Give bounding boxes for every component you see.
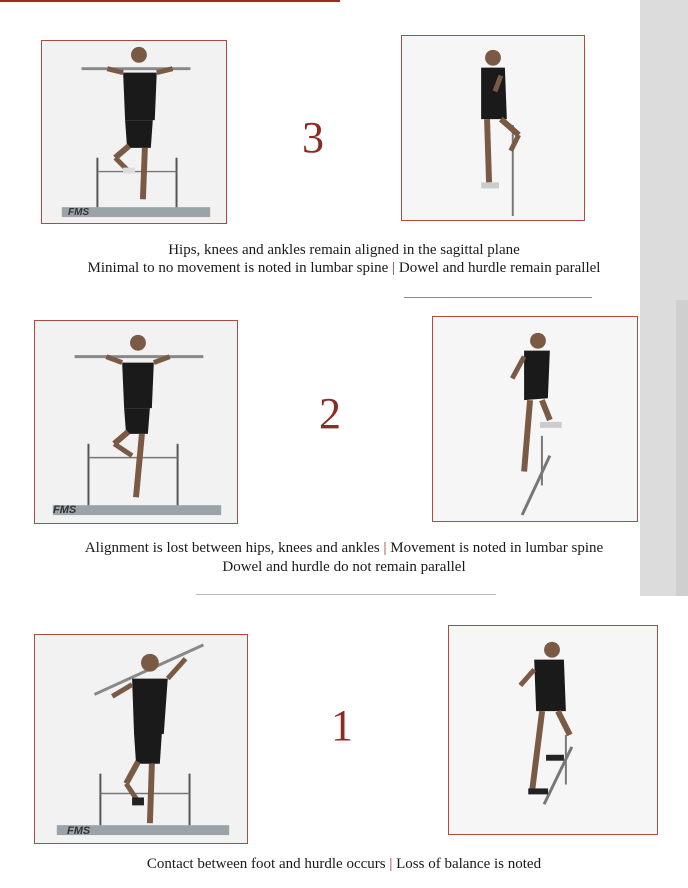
- score-1-front-photo: [34, 634, 248, 844]
- score-2-criterion-lumbar: Movement is noted in lumbar spine: [390, 540, 604, 556]
- score-3-caption-line-1: [0, 241, 688, 259]
- score-3-caption-line-2: [0, 259, 688, 277]
- hurdle-step-front-illustration: [42, 41, 226, 223]
- separator: |: [383, 540, 387, 556]
- score-1-criterion-contact: Contact between foot and hurdle occurs: [146, 856, 386, 872]
- score-2-front-photo: [34, 320, 238, 524]
- score-2-label: 2: [319, 389, 341, 438]
- score-3-criterion-lumbar: Minimal to no movement is noted in lumbar spine: [87, 260, 389, 276]
- hurdle-step-front-illustration: [35, 635, 247, 843]
- top-accent-line: [0, 0, 340, 2]
- score-3-front-photo: [41, 40, 227, 224]
- score-2-caption-line-2: [0, 558, 688, 576]
- score-2-criterion-alignment: Alignment is lost between hips, knees and ankles: [84, 540, 380, 556]
- fms-logo: FMS: [53, 504, 77, 516]
- hurdle-step-side-illustration: [449, 626, 657, 834]
- fms-logo: FMS: [68, 207, 90, 218]
- score-2-criterion-parallel: Dowel and hurdle do not remain parallel: [222, 559, 466, 575]
- hurdle-step-side-illustration: [433, 317, 637, 521]
- score-2-caption-line-1: [0, 539, 688, 557]
- score-1-label: 1: [331, 701, 353, 750]
- score-3-label: 3: [302, 113, 324, 162]
- score-1-criterion-balance: Loss of balance is noted: [396, 856, 542, 872]
- divider-line: [404, 297, 592, 298]
- separator: |: [392, 260, 396, 276]
- fms-logo: FMS: [67, 825, 91, 837]
- score-1-side-photo: [448, 625, 658, 835]
- score-2-side-photo: [432, 316, 638, 522]
- score-3-criterion-alignment: Hips, knees and ankles remain aligned in the sagittal plane: [168, 242, 520, 258]
- separator: |: [389, 856, 393, 872]
- divider-line: [196, 594, 496, 595]
- score-3-criterion-parallel: Dowel and hurdle remain parallel: [398, 260, 601, 276]
- hurdle-step-side-illustration: [402, 36, 584, 220]
- score-3-side-photo: [401, 35, 585, 221]
- score-1-caption-line-1: [0, 855, 688, 873]
- hurdle-step-front-illustration: [35, 321, 237, 523]
